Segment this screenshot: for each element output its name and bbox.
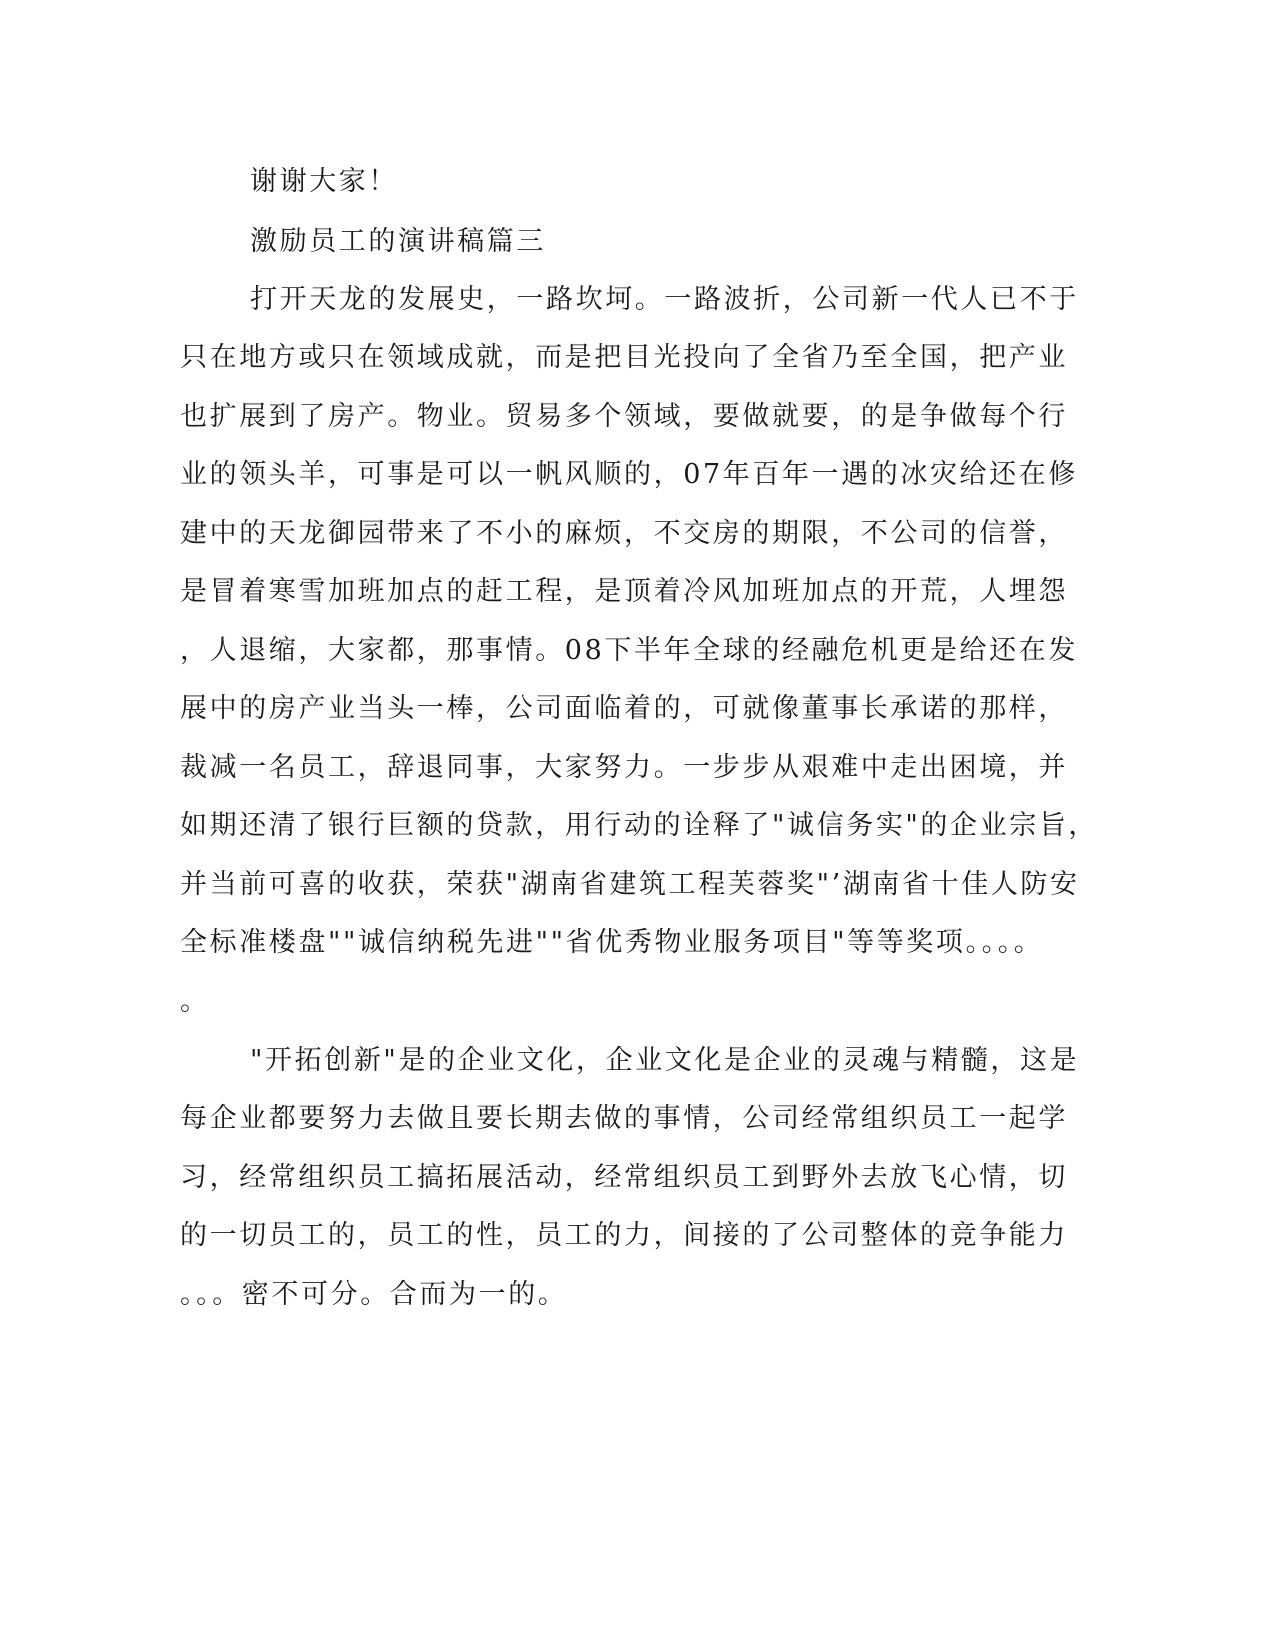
paragraph-line: 每企业都要努力去做且要长期去做的事情，公司经常组织员工一起学 xyxy=(180,1103,1068,1134)
paragraph-line: 的一切员工的，员工的性，员工的力，间接的了公司整体的竞争能力 xyxy=(180,1220,1068,1251)
paragraph-line: 建中的天龙御园带来了不小的麻烦，不交房的期限，不公司的信誉， xyxy=(180,518,1068,549)
paragraph-line: ，人退缩，大家都，那事情。08下半年全球的经融危机更是给还在发 xyxy=(180,635,1078,666)
paragraph-line: 也扩展到了房产。物业。贸易多个领域，要做就要，的是争做每个行 xyxy=(180,401,1068,432)
paragraph-line: 打开天龙的发展史，一路坎坷。一路波折，公司新一代人已不于 xyxy=(250,284,1079,315)
paragraph-line: 全标准楼盘""诚信纳税先进""省优秀物业服务项目"等等奖项。。。。 xyxy=(180,927,1044,958)
paragraph-line: 习，经常组织员工搞拓展活动，经常组织员工到野外去放飞心情，切 xyxy=(180,1162,1068,1193)
paragraph-line: 如期还清了银行巨额的贷款，用行动的诠释了"诚信务实"的企业宗旨， xyxy=(180,810,1099,841)
paragraph-line: 裁减一名员工，辞退同事，大家努力。一步步从艰难中走出困境，并 xyxy=(180,752,1068,783)
paragraph-line: 并当前可喜的收获，荣获"湖南省建筑工程芙蓉奖"’湖南省十佳人防安 xyxy=(180,869,1080,900)
paragraph-line: "开拓创新"是的企业文化，企业文化是企业的灵魂与精髓，这是 xyxy=(250,1045,1080,1076)
paragraph-line: 只在地方或只在领域成就，而是把目光投向了全省乃至全国，把产业 xyxy=(180,342,1068,373)
section-title: 激励员工的演讲稿篇三 xyxy=(250,226,546,257)
paragraph-line: 。 xyxy=(180,986,210,1017)
closing-line: 谢谢大家！ xyxy=(250,166,398,197)
paragraph-line: 展中的房产业当头一棒，公司面临着的，可就像董事长承诺的那样， xyxy=(180,693,1068,724)
paragraph-line: 是冒着寒雪加班加点的赶工程，是顶着冷风加班加点的开荒，人埋怨 xyxy=(180,576,1068,607)
paragraph-line: 。。。密不可分。合而为一的。 xyxy=(180,1279,568,1310)
paragraph-line: 业的领头羊，可事是可以一帆风顺的，07年百年一遇的冰灾给还在修 xyxy=(180,459,1078,490)
